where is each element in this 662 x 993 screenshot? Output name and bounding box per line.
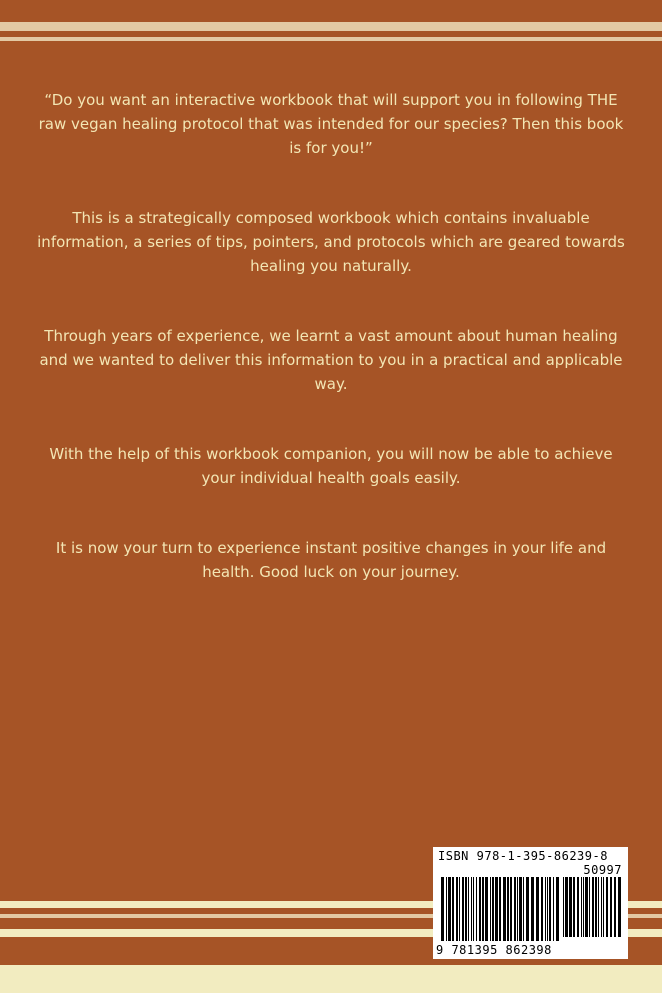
- isbn-barcode: [433, 847, 628, 959]
- ean-barcode-bars: [441, 877, 561, 941]
- bottom-stripe-4: [0, 965, 662, 993]
- top-stripe-thin: [0, 37, 662, 41]
- isbn-label: ISBN 978-1-395-86239-8: [438, 849, 608, 863]
- paragraph-experience: Through years of experience, we learnt a vast amount about human healing and we wanted to deliver this information to you in a practical and applicable way.: [39, 327, 623, 393]
- top-stripe-thick: [0, 22, 662, 31]
- intro-quote: “Do you want an interactive workbook that will support you in following THE raw vegan healing protocol that was intended for our species? Then this book is for you!”: [38, 91, 624, 157]
- paragraph-closing: It is now your turn to experience instant positive changes in your life and health. Good luck on your journey.: [55, 539, 607, 581]
- ean-digits: 9 781395 862398: [436, 943, 552, 957]
- description-block: [0, 88, 662, 584]
- price-code: 50997: [583, 863, 622, 877]
- addon-barcode-bars: [563, 877, 623, 937]
- paragraph-workbook: This is a strategically composed workbook which contains invaluable information, a series of tips, pointers, and protocols which are geared towards healing you naturally.: [37, 209, 625, 275]
- paragraph-companion: With the help of this workbook companion, you will now be able to achieve your individual health goals easily.: [49, 445, 613, 487]
